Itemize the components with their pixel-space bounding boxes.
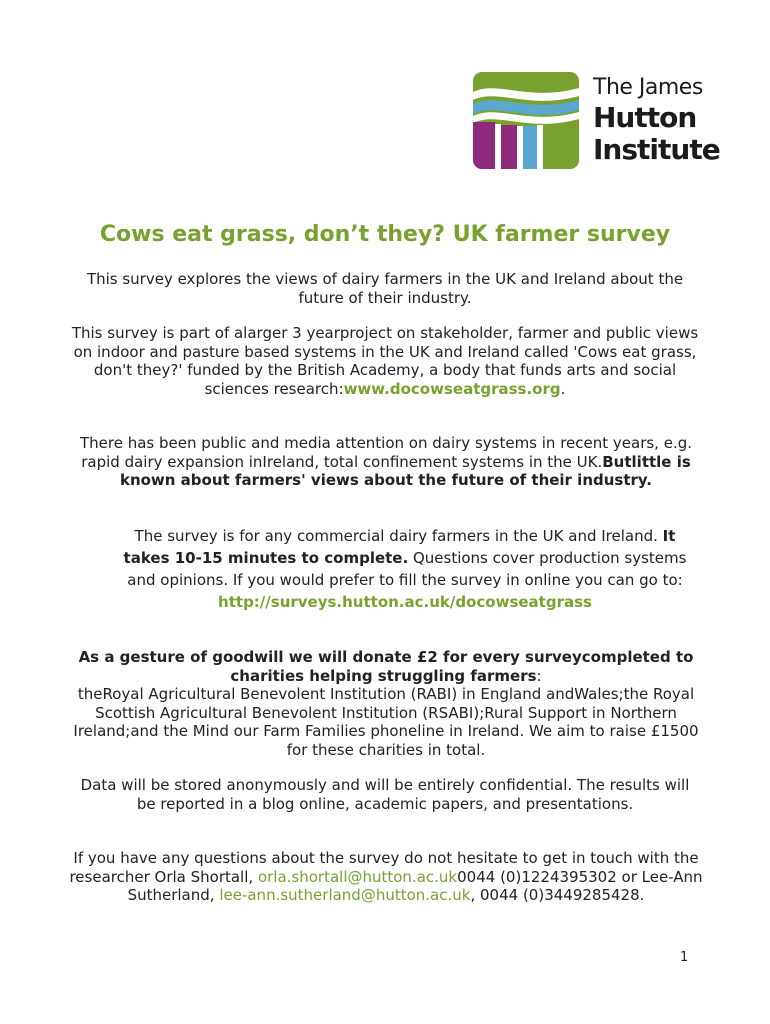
contact-text-3: , 0044 (0)3449285428. — [470, 886, 645, 904]
project-text: This survey is part of alarger 3 yearproject on stakeholder, farmer and public views on indoor and pasture based systems in the UK and Ireland called 'Cows eat grass, don't they?' funded by the British Academy, a body that funds arts and social sciences research: — [71, 324, 699, 398]
page-title: Cows eat grass, don’t they? UK farmer survey — [99, 222, 671, 247]
donation-bold: As a gesture of goodwill we will donate £2 for every surveycompleted to charities helping struggling farmers — [78, 648, 694, 685]
logo-mark-icon — [473, 72, 579, 169]
donation-colon: : — [536, 666, 542, 685]
contact-text-2: 0044 (0)1224395302 or Lee-Ann Sutherland, — [127, 867, 703, 904]
contact-paragraph — [66, 849, 706, 905]
logo-line-3: Institute — [593, 133, 720, 166]
donation-paragraph — [66, 648, 706, 759]
context-text: There has been public and media attention on dairy systems in recent years, e.g. rapid dairy expansion inIreland, total confinement systems in the UK. — [79, 434, 693, 471]
intro-paragraph: This survey explores the views of dairy farmers in the UK and Ireland about the future of their industry. — [86, 270, 684, 307]
email-lee-ann-link[interactable]: lee-ann.sutherland@hutton.ac.uk — [219, 886, 471, 904]
survey-duration: It takes 10-15 minutes to complete. — [123, 527, 676, 567]
page-number: 1 — [680, 950, 689, 965]
logo-line-2: Hutton — [593, 101, 697, 134]
survey-online-link[interactable]: http://surveys.hutton.ac.uk/docowseatgrass — [218, 593, 592, 611]
survey-text-1: The survey is for any commercial dairy farmers in the UK and Ireland. — [134, 527, 663, 545]
project-paragraph — [70, 324, 700, 398]
context-paragraph — [66, 434, 706, 490]
email-orla-link[interactable]: orla.shortall@hutton.ac.uk — [257, 867, 458, 886]
context-bold: Butlittle is known about farmers' views about the future of their industry. — [119, 452, 691, 489]
project-end: . — [560, 379, 566, 398]
project-website-link[interactable]: www.docowseatgrass.org — [343, 379, 561, 398]
survey-info-paragraph — [120, 525, 690, 613]
data-privacy-paragraph: Data will be stored anonymously and will be entirely confidential. The results will be reported in a blog online, academic papers, and presentations. — [80, 776, 690, 813]
contact-text-1: If you have any questions about the survey do not hesitate to get in touch with the researcher Orla Shortall, — [69, 849, 699, 886]
donation-text: theRoyal Agricultural Benevolent Institution (RABI) in England andWales;the Royal Scottish Agricultural Benevolent Institution (RSABI);Rural Support in Northern Ireland;and the Mind our Farm Families phoneline in Ireland. We aim to raise £1500 for these charities in total. — [73, 685, 699, 759]
logo-line-1: The James — [593, 75, 703, 100]
survey-text-2: Questions cover production systems and opinions. If you would prefer to fill the survey in online you can go to: — [127, 549, 687, 589]
logo-wordmark — [593, 72, 720, 166]
james-hutton-institute-logo — [473, 72, 720, 172]
